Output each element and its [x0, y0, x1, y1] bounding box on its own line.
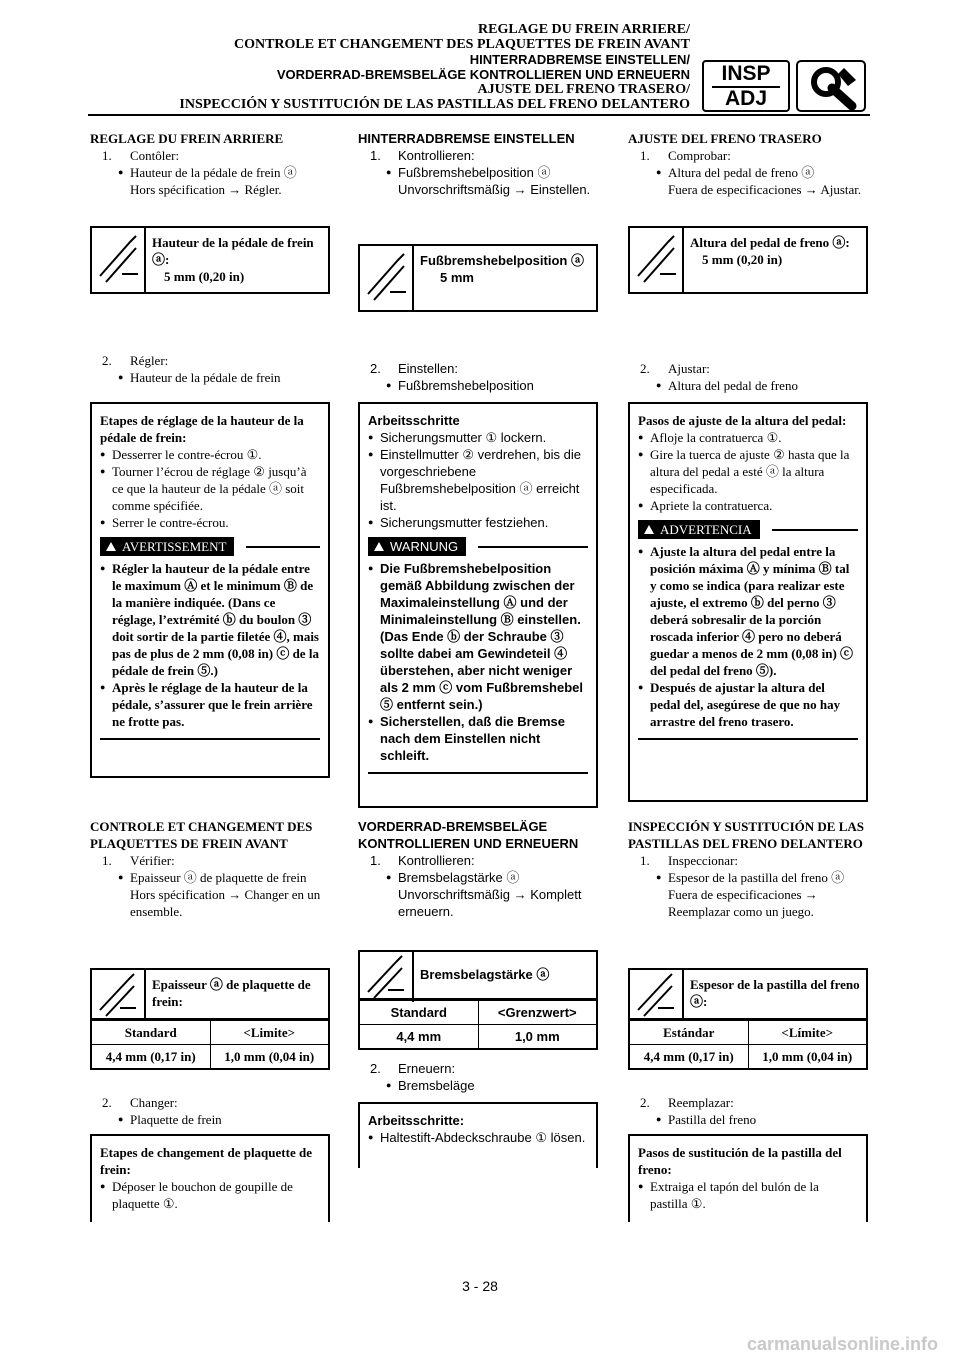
header-line: HINTERRADBREMSE EINSTELLEN/: [469, 52, 690, 67]
replace-item: ● Pastilla del freno: [628, 1111, 868, 1128]
wrench-spec-icon: [360, 952, 414, 1002]
header-line: INSPECCIÓN Y SUSTITUCIÓN DE LAS PASTILLAS DEL FRENO DELANTERO: [179, 97, 690, 112]
check-item-note: Hors spécification → Changer en un ensemble.: [130, 887, 321, 919]
wrench-spec-icon: [630, 970, 684, 1020]
procedure-step: ● Einstellmutter ② verdrehen, bis die vorgeschriebene Fußbremshebelposition ⓐ erreicht ist.: [368, 446, 588, 514]
step-label: Erneuern:: [398, 1061, 456, 1076]
procedure-box: [628, 1134, 868, 1222]
procedure-title: Etapes de changement de plaquette de frein:: [100, 1145, 312, 1177]
header-rule: [88, 114, 870, 116]
check-item: ● Altura del pedal de freno ⓐ: [628, 164, 868, 181]
procedure-title: Arbeitsschritte:: [368, 1113, 465, 1128]
section-title: HINTERRADBREMSE EINSTELLEN: [358, 131, 575, 146]
replace-item: ● Bremsbeläge: [358, 1077, 598, 1094]
wrench-spec-icon: [92, 970, 146, 1020]
step-number: 2.: [370, 361, 381, 376]
procedure-title: Pasos de ajuste de la altura del pedal:: [638, 413, 847, 428]
spec-label: Fußbremshebelposition ⓐ: [420, 253, 584, 268]
adjust-item: ● Hauteur de la pédale de frein: [90, 369, 330, 386]
warning-text: ● Die Fußbremshebelposition gemäß Abbildung zwischen der Maximaleinstellung Ⓐ und der Minimaleinstellung Ⓑ einstellen. (Das Ende ⓑ der Schraube ③ sollte dabei am Gewindeteil ④ überstehen, aber nicht weniger als 2 mm ⓒ vom Fußbremshebel ⑤ entfernt sein.): [368, 560, 588, 713]
spec-box: [358, 244, 598, 312]
step-number: 2.: [370, 1061, 381, 1076]
section-title: REGLAGE DU FREIN ARRIERE: [90, 131, 284, 146]
warning-label: WARNUNG: [390, 539, 459, 554]
warning-banner: [100, 537, 320, 556]
check-item-note: Fuera de especificaciones → Ajustar.: [668, 182, 862, 197]
procedure-step: ● Sicherungsmutter ① lockern.: [368, 429, 588, 446]
step-number: 2.: [102, 1095, 112, 1110]
wrench-spec-icon: [630, 228, 684, 292]
table-header: Estándar: [663, 1025, 715, 1040]
section-title: INSPECCIÓN Y SUSTITUCIÓN DE LAS PASTILLAS DEL FRENO DELANTERO: [628, 819, 864, 851]
section-title: AJUSTE DEL FRENO TRASERO: [628, 131, 822, 146]
page-header: [179, 22, 690, 112]
spec-box: [90, 226, 330, 294]
procedure-step: ● Desserrer le contre-écrou ①.: [100, 446, 320, 463]
procedure-step: ● Haltestift-Abdeckschraube ① lösen.: [368, 1129, 588, 1146]
badge-adj: ADJ: [724, 87, 767, 110]
procedure-title: Pasos de sustitución de la pastilla del freno:: [638, 1145, 842, 1177]
procedure-step: ● Serrer le contre-écrou.: [100, 514, 320, 531]
insp-adj-badge: [702, 60, 868, 114]
check-item: ● Fußbremshebelposition ⓐ: [358, 164, 598, 181]
table-header: Standard: [390, 1005, 447, 1020]
watermark-link[interactable]: carmanualsonline.info: [746, 1334, 938, 1354]
check-item: ● Epaisseur ⓐ de plaquette de frein: [90, 869, 330, 886]
badge-insp: INSP: [721, 62, 771, 85]
section-title: VORDERRAD-BREMSBELÄGE KONTROLLIEREN UND ERNEUERN: [358, 819, 579, 851]
table-cell: 1,0 mm: [478, 1025, 597, 1048]
step-number: 2.: [640, 361, 650, 376]
spec-box: [90, 968, 330, 1020]
table-header: <Limite>: [210, 1021, 329, 1044]
spec-label: Hauteur de la pédale de frein ⓐ:: [152, 235, 314, 267]
procedure-step: ● Afloje la contratuerca ①.: [638, 429, 858, 446]
table-cell: 4,4 mm: [396, 1029, 442, 1044]
step-number: 1.: [640, 853, 650, 868]
table-cell: 1,0 mm (0,04 in): [748, 1045, 867, 1068]
wrench-spec-icon: [92, 228, 146, 292]
insp-adj-label: [702, 60, 790, 112]
check-item: ● Bremsbelagstärke ⓐ: [358, 869, 598, 886]
warning-label: ADVERTENCIA: [660, 522, 752, 537]
warning-banner: [368, 537, 588, 556]
procedure-step: ● Déposer le bouchon de goupille de plaquette ①.: [100, 1178, 320, 1212]
warning-label: AVERTISSEMENT: [122, 539, 227, 554]
procedure-box: [90, 1134, 330, 1222]
step-label: Comprobar:: [668, 148, 731, 163]
step-label: Vérifier:: [130, 853, 175, 868]
spec-box: [628, 968, 868, 1020]
spec-label: Bremsbelagstärke ⓐ: [420, 967, 550, 982]
table-cell: 4,4 mm (0,17 in): [105, 1049, 196, 1064]
wrench-spec-icon: [360, 246, 414, 310]
spec-table: [628, 1020, 868, 1070]
step-number: 1.: [102, 148, 112, 163]
procedure-step: ● Extraiga el tapón del bulón de la pastilla ①.: [638, 1178, 858, 1212]
header-line: REGLAGE DU FREIN ARRIERE/: [478, 22, 690, 37]
adjust-item: ● Altura del pedal de freno: [628, 377, 868, 394]
warning-icon: [106, 542, 116, 551]
procedure-step: ● Sicherungsmutter festziehen.: [368, 514, 588, 531]
table-cell: 1,0 mm (0,04 in): [210, 1045, 329, 1068]
spec-value: 5 mm (0,20 in): [164, 269, 245, 284]
step-label: Kontrollieren:: [398, 853, 475, 868]
wrench-icon: [796, 60, 866, 112]
step-label: Kontrollieren:: [398, 148, 475, 163]
section-title: CONTROLE ET CHANGEMENT DES PLAQUETTES DE FREIN AVANT: [90, 819, 313, 851]
spec-label: Espesor de la pastilla del freno ⓐ:: [690, 977, 860, 1009]
spec-box: [358, 950, 598, 1000]
step-number: 1.: [370, 148, 381, 163]
page-number: 3 - 28: [462, 1278, 498, 1294]
spec-value: 5 mm: [440, 270, 474, 285]
header-line: CONTROLE ET CHANGEMENT DES PLAQUETTES DE FREIN AVANT: [233, 37, 690, 52]
step-label: Einstellen:: [398, 361, 458, 376]
procedure-title: Etapes de réglage de la hauteur de la pédale de frein:: [100, 413, 304, 445]
step-label: Régler:: [130, 353, 169, 368]
step-label: Changer:: [130, 1095, 178, 1110]
check-item: ● Hauteur de la pédale de frein ⓐ: [90, 164, 330, 181]
procedure-box: [358, 402, 598, 808]
procedure-step: ● Gire la tuerca de ajuste ② hasta que la altura del pedal a esté ⓐ la altura especificada.: [638, 446, 858, 497]
step-label: Reemplazar:: [668, 1095, 734, 1110]
warning-icon: [374, 542, 384, 551]
procedure-step: ● Tourner l’écrou de réglage ② jusqu’à ce que la hauteur de la pédale ⓐ soit comme spécifiée.: [100, 463, 320, 514]
step-number: 1.: [640, 148, 650, 163]
spec-table: [90, 1020, 330, 1070]
warning-banner: [638, 520, 858, 539]
warning-text: ● Ajuste la altura del pedal entre la posición máxima Ⓐ y mínima Ⓑ tal y como se indica (para realizar este ajuste, el extremo ⓑ del perno ③ deberá sobresalir de la porción roscada inferior ④ pero no deberá guedar a menos de 2 mm (0,08 in) ⓒ del pedal del freno ⑤).: [638, 543, 858, 679]
spec-label: Altura del pedal de freno ⓐ:: [690, 235, 850, 250]
table-header: Standard: [124, 1025, 177, 1040]
spec-box: [628, 226, 868, 294]
warning-text: ● Después de ajustar la altura del pedal del, asegúrese de que no hay arrastre del freno trasero.: [638, 679, 858, 730]
step-label: Inspeccionar:: [668, 853, 739, 868]
table-cell: 4,4 mm (0,17 in): [643, 1049, 734, 1064]
check-item-note: Hors spécification → Régler.: [130, 182, 282, 197]
check-item: ● Espesor de la pastilla del freno ⓐ: [628, 869, 868, 886]
replace-item: ● Plaquette de frein: [90, 1111, 330, 1128]
check-item-note: Unvorschriftsmäßig → Einstellen.: [398, 182, 591, 197]
step-number: 2.: [640, 1095, 650, 1110]
check-item-note: Unvorschriftsmäßig → Komplett erneuern.: [398, 887, 582, 919]
table-header: <Grenzwert>: [478, 1001, 597, 1024]
step-number: 1.: [370, 853, 381, 868]
header-line: VORDERRAD-BREMSBELÄGE KONTROLLIEREN UND ERNEUERN: [276, 67, 690, 82]
spec-label: Epaisseur ⓐ de plaquette de frein:: [152, 977, 311, 1009]
procedure-box: [628, 402, 868, 802]
procedure-box: [358, 1102, 598, 1168]
warning-text: ● Sicherstellen, daß die Bremse nach dem Einstellen nicht schleift.: [368, 713, 588, 764]
step-number: 2.: [102, 353, 112, 368]
procedure-step: ● Apriete la contratuerca.: [638, 497, 858, 514]
warning-text: ● Régler la hauteur de la pédale entre le maximum Ⓐ et le minimum Ⓑ de la manière indiquée. (Dans ce réglage, l’extrémité ⓑ du boulon ③ doit sortir de la partie filetée ④, mais pas de plus de 2 mm (0,08 in) ⓒ de la pédale de frein ⑤.): [100, 560, 320, 679]
step-label: Ajustar:: [668, 361, 710, 376]
table-header: <Límite>: [748, 1021, 867, 1044]
procedure-title: Arbeitsschritte: [368, 413, 460, 428]
header-line: AJUSTE DEL FRENO TRASERO/: [477, 82, 690, 97]
spec-value: 5 mm (0,20 in): [702, 252, 783, 267]
warning-text: ● Après le réglage de la hauteur de la pédale, s’assurer que le frein arrière ne frotte pas.: [100, 679, 320, 730]
check-item-note: Fuera de especificaciones → Reemplazar como un juego.: [668, 887, 818, 919]
step-label: Contôler:: [130, 148, 180, 163]
step-number: 1.: [102, 853, 112, 868]
spec-table: [358, 1000, 598, 1050]
adjust-item: ● Fußbremshebelposition: [358, 377, 598, 394]
procedure-box: [90, 402, 330, 778]
warning-icon: [644, 525, 654, 534]
